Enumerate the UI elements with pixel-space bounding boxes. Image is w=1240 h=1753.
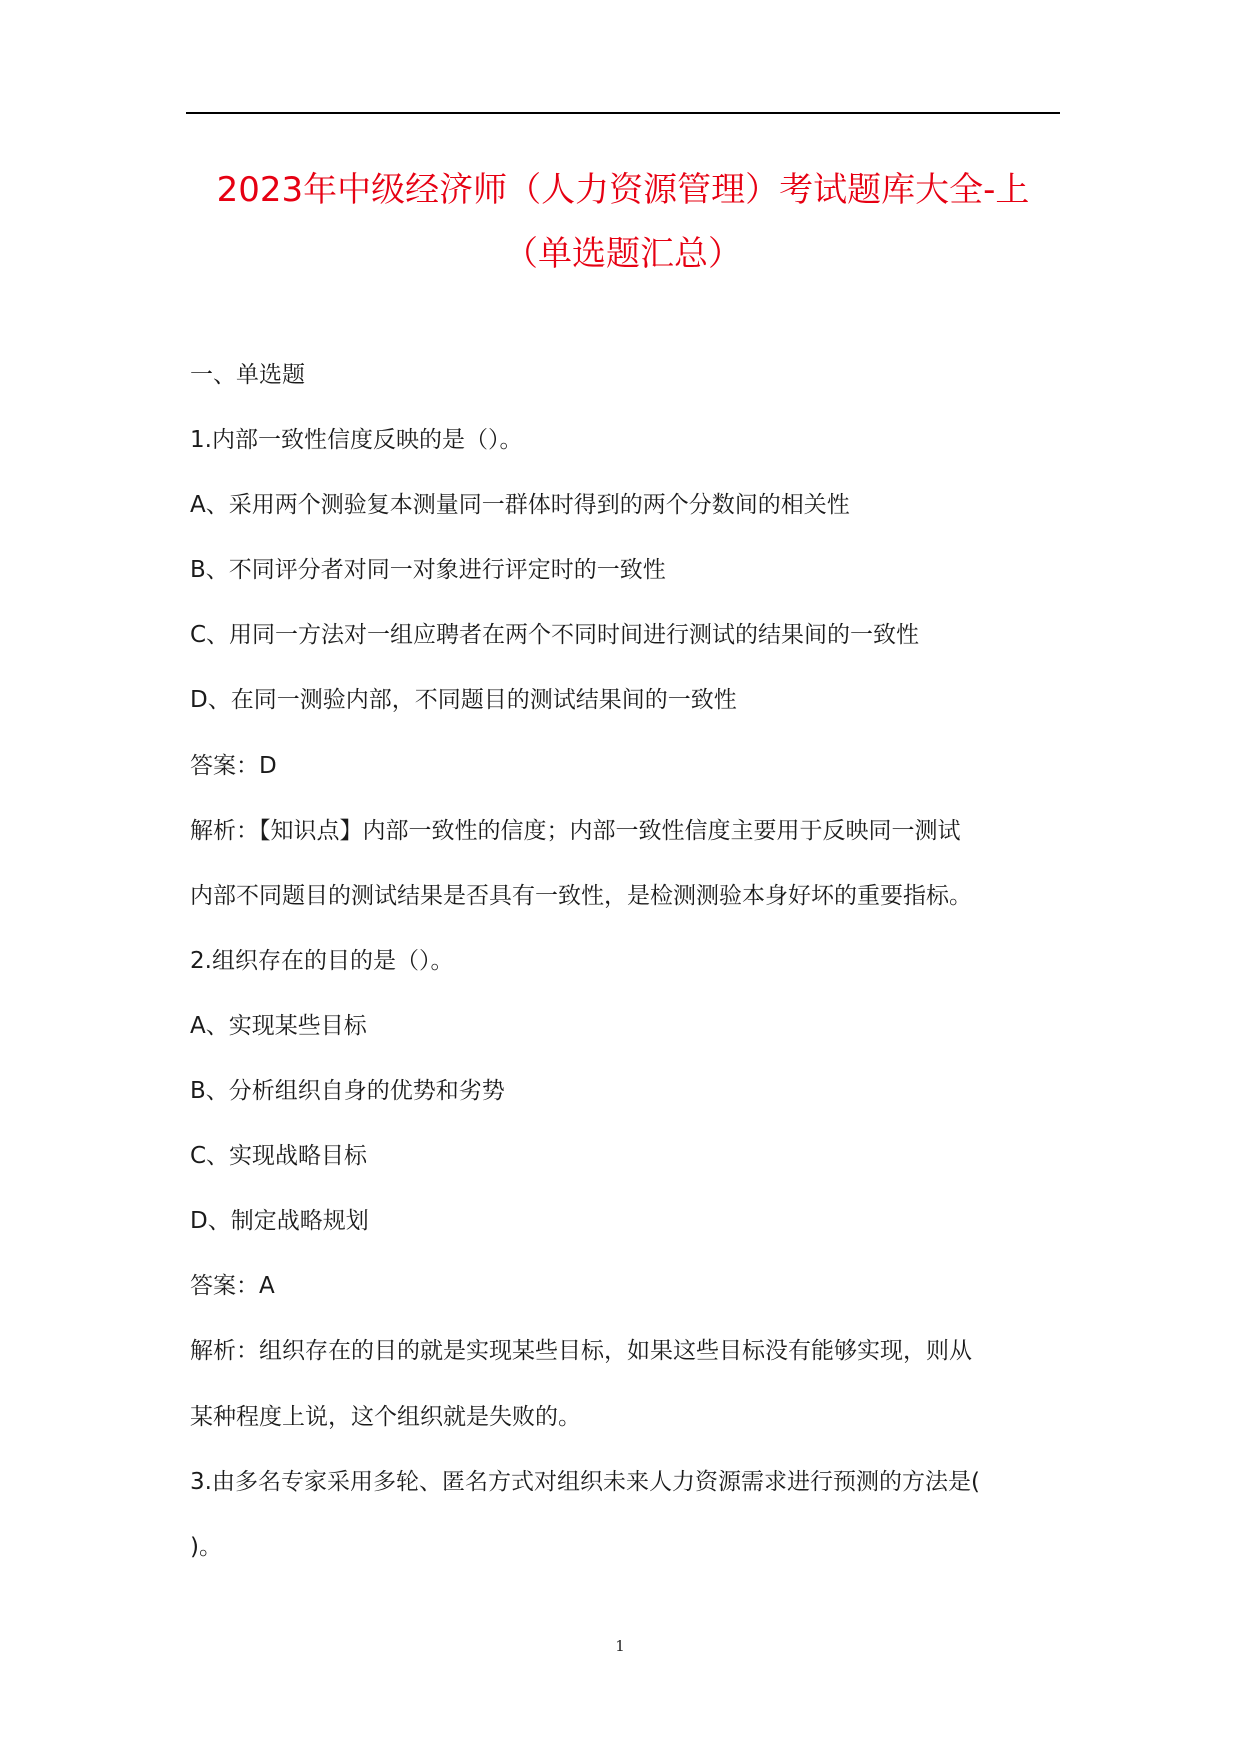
- document-body: [190, 343, 1060, 1580]
- question-1-option-b: B、不同评分者对同一对象进行评定时的一致性: [190, 557, 666, 584]
- header-rule: [186, 112, 1060, 114]
- question-3-stem-line-2: )。: [190, 1533, 222, 1560]
- question-1-analysis-line-2: 内部不同题目的测试结果是否具有一致性，是检测测验本身好坏的重要指标。: [190, 882, 972, 909]
- question-2-analysis-line-1: 解析：组织存在的目的就是实现某些目标，如果这些目标没有能够实现，则从: [190, 1338, 972, 1365]
- page-number: 1: [615, 1637, 625, 1655]
- question-2-analysis-line-2: 某种程度上说，这个组织就是失败的。: [190, 1403, 581, 1430]
- question-1-answer: 答案：D: [190, 752, 277, 779]
- question-2-stem: 2.组织存在的目的是（）。: [190, 947, 454, 974]
- question-1-stem: 1.内部一致性信度反映的是（）。: [190, 427, 523, 454]
- question-1-option-a: A、采用两个测验复本测量同一群体时得到的两个分数间的相关性: [190, 492, 850, 519]
- question-2-option-c: C、实现战略目标: [190, 1143, 368, 1170]
- question-2-option-a: A、实现某些目标: [190, 1012, 367, 1039]
- question-3-stem-line-1: 3.由多名专家采用多轮、匿名方式对组织未来人力资源需求进行预测的方法是(: [190, 1468, 980, 1495]
- question-1-analysis-line-1: 解析：【知识点】内部一致性的信度；内部一致性信度主要用于反映同一测试: [190, 817, 961, 844]
- document-title: 2023年中级经济师（人力资源管理）考试题库大全-上（单选题汇总）: [216, 170, 1030, 274]
- section-heading: 一、单选题: [190, 362, 305, 388]
- question-1-option-d: D、在同一测验内部，不同题目的测试结果间的一致性: [190, 687, 737, 714]
- question-2-option-d: D、制定战略规划: [190, 1208, 369, 1235]
- question-2-option-b: B、分析组织自身的优势和劣势: [190, 1078, 505, 1105]
- question-2-answer: 答案：A: [190, 1273, 275, 1300]
- question-1-option-c: C、用同一方法对一组应聘者在两个不同时间进行测试的结果间的一致性: [190, 622, 920, 649]
